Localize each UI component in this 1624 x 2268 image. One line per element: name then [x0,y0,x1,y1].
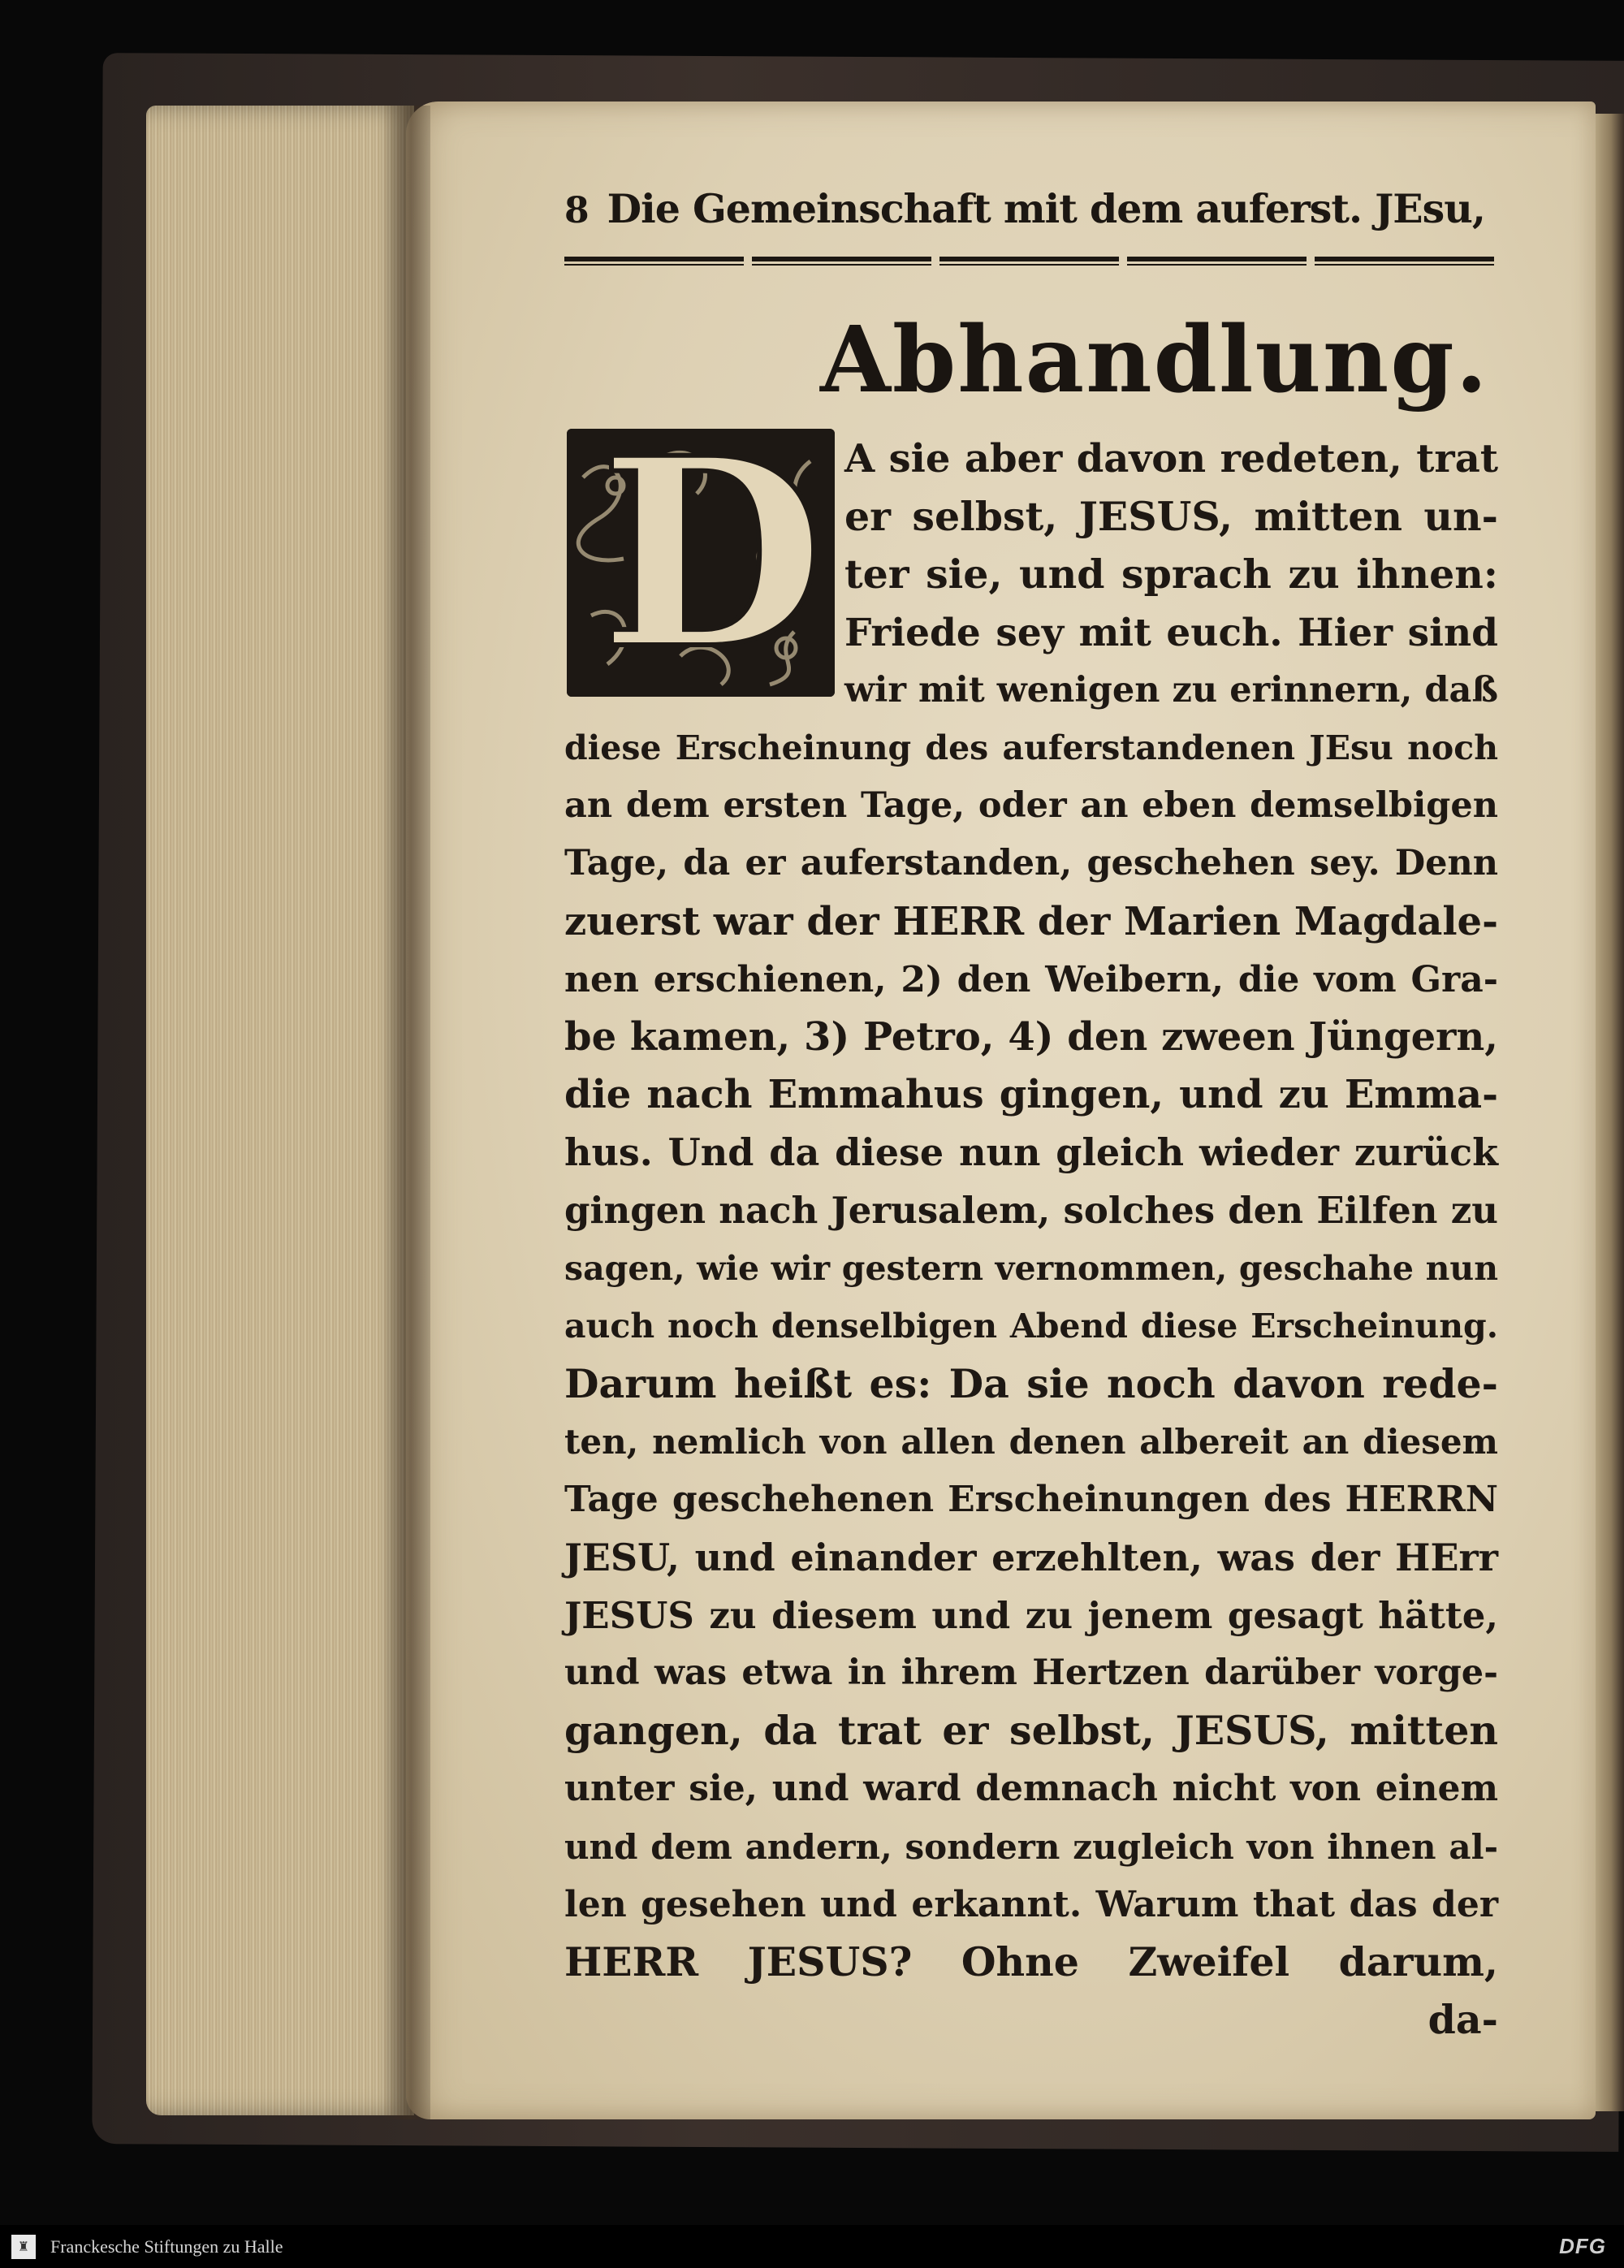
body-text [564,430,1498,2049]
text-line: JESUS zu diesem und zu jenem gesagt hätte, [564,1593,1498,1637]
text-line: an dem ersten Tage, oder an eben demselbigen [564,785,1498,827]
text-line: Darum heißt es: Da sie noch davon rede- [564,1360,1498,1407]
text-line: Friede sey mit euch. Hier sind [844,610,1498,655]
text-line: len gesehen und erkannt. Warum that das der [564,1883,1498,1925]
text-line: die nach Emmahus gingen, und zu Emma- [564,1072,1498,1118]
text-line: er selbst, JESUS, mitten un- [844,493,1498,541]
text-line: diese Erscheinung des auferstandenen JEsu noch [564,728,1498,767]
institution-label: Franckesche Stiftungen zu Halle [50,2236,283,2257]
text-line: Tage geschehenen Erscheinungen des HERRN [564,1479,1498,1521]
text-line: und was etwa in ihrem Hertzen darüber vorge- [564,1652,1498,1693]
text-line: auch noch denselbigen Abend diese Erscheinung. [564,1306,1498,1346]
footer-bar [0,2225,1624,2268]
dfg-logo: DFG [1559,2234,1606,2258]
text-line: ter sie, und sprach zu ihnen: [844,551,1498,598]
text-line: Tage, da er auferstanden, geschehen sey. Denn [564,843,1498,884]
text-line: HERR JESUS? Ohne Zweifel darum, [564,1938,1498,1985]
text-line: wir mit wenigen zu erinnern, daß [844,669,1498,711]
page-gutter [382,106,430,2119]
text-line: nen erschienen, 2) den Weibern, die vom Gra- [564,958,1498,1000]
text-line: be kamen, 3) Petro, 4) den zween Jüngern, [564,1013,1498,1060]
text-line: gingen nach Jerusalem, solches den Eilfen zu [564,1189,1498,1233]
text-line: zuerst war der HERR der Marien Magdale- [564,898,1499,944]
text-line: und dem andern, sondern zugleich von ihnen al- [564,1826,1498,1867]
text-line: unter sie, und ward demnach nicht von einem [564,1768,1498,1810]
section-heading: Abhandlung. [820,307,1489,413]
text-line: ten, nemlich von allen denen albereit an diesem [564,1422,1498,1462]
institution-logo-icon: ♜ [11,2235,36,2259]
text-line: hus. Und da diese nun gleich wieder zurück [564,1130,1498,1175]
running-head [564,185,1498,242]
text-line: gangen, da trat er selbst, JESUS, mitten [564,1707,1498,1755]
catchword: da- [1427,1996,1498,2044]
initial-letter: D [599,429,825,697]
page-number: 8 [564,190,590,231]
head-rule [564,257,1494,268]
running-head-title: Die Gemeinschaft mit dem auferst. JEsu, [607,185,1485,232]
text-line: A sie aber davon redeten, trat [844,436,1498,482]
page-stack [146,106,414,2115]
text-line: JESU, und einander erzehlten, was der HErr [564,1535,1498,1579]
text-line: sagen, wie wir gestern vernommen, geschahe nun [564,1248,1498,1288]
right-page-edge [1592,114,1624,2111]
